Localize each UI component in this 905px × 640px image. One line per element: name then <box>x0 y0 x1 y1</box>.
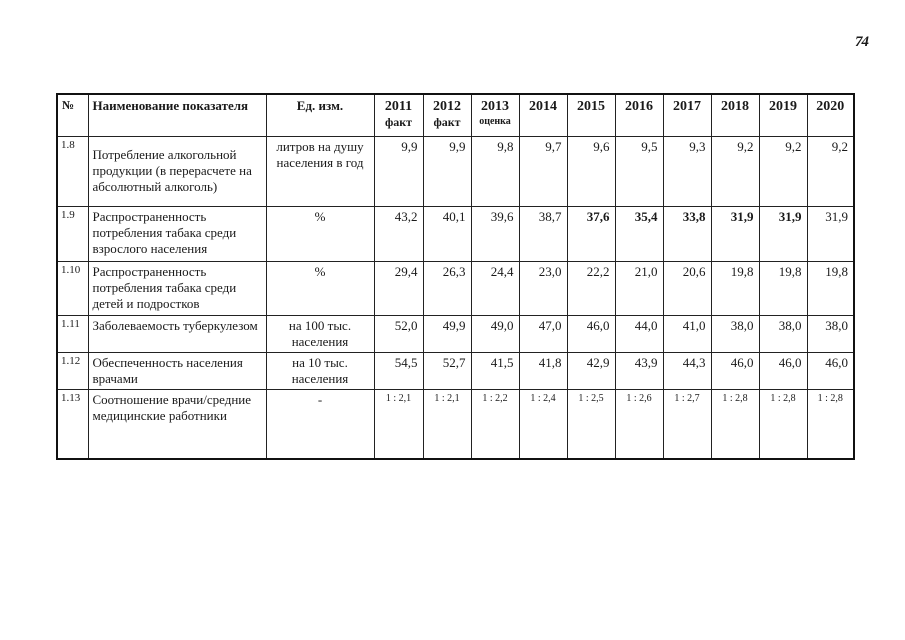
indicator-name: Распространенность потребления табака среди детей и подростков <box>88 261 266 315</box>
value-cell: 1 : 2,5 <box>567 389 615 459</box>
unit-cell: на 10 тыс. населения <box>266 352 374 389</box>
value-cell: 9,3 <box>663 136 711 206</box>
value-cell: 41,5 <box>471 352 519 389</box>
unit-cell: % <box>266 261 374 315</box>
year-note: факт <box>384 115 413 129</box>
year-label: 2020 <box>816 99 845 114</box>
row-number: 1.11 <box>57 315 88 352</box>
header-year-2012 <box>423 94 471 136</box>
year-label: 2019 <box>769 99 797 114</box>
value-cell: 1 : 2,8 <box>759 389 807 459</box>
value-cell: 1 : 2,8 <box>711 389 759 459</box>
value-cell: 49,0 <box>471 315 519 352</box>
value-cell: 52,0 <box>374 315 423 352</box>
table-row <box>57 315 854 352</box>
value-cell: 19,8 <box>759 261 807 315</box>
row-number: 1.9 <box>57 206 88 261</box>
header-name: Наименование показателя <box>88 94 266 136</box>
value-cell: 38,0 <box>759 315 807 352</box>
value-cell: 23,0 <box>519 261 567 315</box>
row-number: 1.8 <box>57 136 88 206</box>
value-cell: 41,8 <box>519 352 567 389</box>
indicator-name: Заболеваемость туберкулезом <box>88 315 266 352</box>
table-row <box>57 389 854 459</box>
header-year-2016 <box>615 94 663 136</box>
value-cell: 1 : 2,7 <box>663 389 711 459</box>
header-year-2018 <box>711 94 759 136</box>
header-year-2014 <box>519 94 567 136</box>
value-cell: 37,6 <box>567 206 615 261</box>
header-year-2017 <box>663 94 711 136</box>
indicator-name: Распространенность потребления табака среди взрослого населения <box>88 206 266 261</box>
value-cell: 43,2 <box>374 206 423 261</box>
row-number: 1.13 <box>57 389 88 459</box>
row-number: 1.10 <box>57 261 88 315</box>
value-cell: 21,0 <box>615 261 663 315</box>
value-cell: 22,2 <box>567 261 615 315</box>
unit-cell: % <box>266 206 374 261</box>
value-cell: 46,0 <box>711 352 759 389</box>
value-cell: 9,7 <box>519 136 567 206</box>
value-cell: 9,8 <box>471 136 519 206</box>
header-year-2013 <box>471 94 519 136</box>
value-cell: 42,9 <box>567 352 615 389</box>
value-cell: 44,3 <box>663 352 711 389</box>
value-cell: 26,3 <box>423 261 471 315</box>
table-row <box>57 352 854 389</box>
value-cell: 40,1 <box>423 206 471 261</box>
value-cell: 38,7 <box>519 206 567 261</box>
indicators-table <box>56 93 855 460</box>
year-note: оценка <box>479 116 511 127</box>
value-cell: 46,0 <box>807 352 854 389</box>
value-cell: 1 : 2,1 <box>423 389 471 459</box>
year-label: 2016 <box>625 99 653 114</box>
year-label: 2012 <box>433 99 461 114</box>
header-year-2020 <box>807 94 854 136</box>
value-cell: 1 : 2,1 <box>374 389 423 459</box>
year-label: 2015 <box>577 99 605 114</box>
unit-cell: на 100 тыс. населения <box>266 315 374 352</box>
value-cell: 1 : 2,2 <box>471 389 519 459</box>
table-row <box>57 206 854 261</box>
value-cell: 31,9 <box>759 206 807 261</box>
value-cell: 9,9 <box>423 136 471 206</box>
year-label: 2018 <box>721 99 749 114</box>
value-cell: 43,9 <box>615 352 663 389</box>
value-cell: 9,2 <box>759 136 807 206</box>
value-cell: 9,2 <box>807 136 854 206</box>
value-cell: 24,4 <box>471 261 519 315</box>
header-year-2015 <box>567 94 615 136</box>
value-cell: 46,0 <box>567 315 615 352</box>
value-cell: 49,9 <box>423 315 471 352</box>
unit-cell: - <box>266 389 374 459</box>
indicator-name: Соотношение врачи/средние медицинские работники <box>88 389 266 459</box>
value-cell: 35,4 <box>615 206 663 261</box>
value-cell: 47,0 <box>519 315 567 352</box>
value-cell: 38,0 <box>711 315 759 352</box>
value-cell: 20,6 <box>663 261 711 315</box>
header-year-2019 <box>759 94 807 136</box>
header-num: № <box>57 94 88 136</box>
value-cell: 1 : 2,4 <box>519 389 567 459</box>
value-cell: 29,4 <box>374 261 423 315</box>
year-label: 2014 <box>529 99 557 114</box>
page-number: 74 <box>855 34 868 50</box>
header-unit: Ед. изм. <box>266 94 374 136</box>
indicator-name: Потребление алкогольной продукции (в перерасчете на абсолютный алкоголь) <box>88 136 266 206</box>
value-cell: 1 : 2,8 <box>807 389 854 459</box>
year-label: 2017 <box>673 99 701 114</box>
value-cell: 54,5 <box>374 352 423 389</box>
value-cell: 52,7 <box>423 352 471 389</box>
value-cell: 44,0 <box>615 315 663 352</box>
year-label: 2011 <box>384 99 413 114</box>
value-cell: 31,9 <box>711 206 759 261</box>
table-row <box>57 136 854 206</box>
row-number: 1.12 <box>57 352 88 389</box>
value-cell: 9,2 <box>711 136 759 206</box>
indicator-name: Обеспеченность населения врачами <box>88 352 266 389</box>
value-cell: 9,9 <box>374 136 423 206</box>
value-cell: 1 : 2,6 <box>615 389 663 459</box>
value-cell: 33,8 <box>663 206 711 261</box>
header-year-2011 <box>374 94 423 136</box>
value-cell: 19,8 <box>807 261 854 315</box>
value-cell: 31,9 <box>807 206 854 261</box>
value-cell: 39,6 <box>471 206 519 261</box>
table-row <box>57 261 854 315</box>
value-cell: 19,8 <box>711 261 759 315</box>
value-cell: 9,6 <box>567 136 615 206</box>
value-cell: 41,0 <box>663 315 711 352</box>
value-cell: 9,5 <box>615 136 663 206</box>
year-label: 2013 <box>481 99 509 114</box>
value-cell: 46,0 <box>759 352 807 389</box>
header-row <box>57 94 854 136</box>
year-note: факт <box>433 115 461 129</box>
unit-cell: литров на душу населения в год <box>266 136 374 206</box>
value-cell: 38,0 <box>807 315 854 352</box>
